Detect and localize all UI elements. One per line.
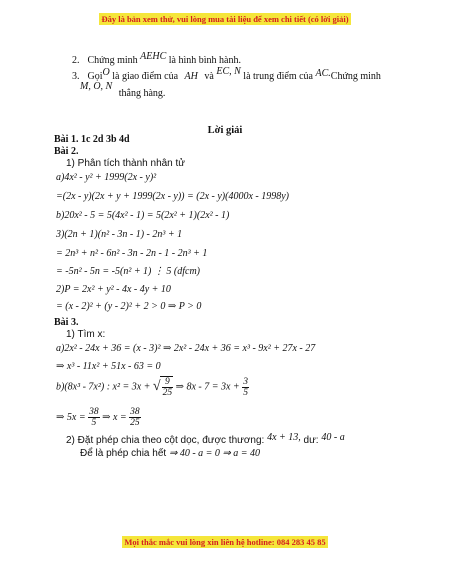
math-line-a2: =(2x - y)(2x + y + 1999(2x - y)) = (2x - y)(4000x - 1998y): [56, 191, 289, 202]
math-line-3b: = 2n³ + n² - 6n² - 3n - 2n - 1 - 2n³ + 1: [56, 248, 208, 259]
math-line-t4: ⇒ 5x = $\frac{38}{5}$ ⇒ x = $\frac{38}{25}$: [56, 407, 140, 428]
math-line-t2: ⇒ x³ - 11x² + 51x - 63 = 0: [56, 361, 161, 372]
problem-3-line-1: 3. GọiO là giao điểm của AH và EC, N là trung điểm của AC.Chứng minh: [72, 66, 381, 82]
math-line-3a: 3)(2n + 1)(n² - 3n - 1) - 2n³ + 1: [56, 229, 183, 240]
fraction-38-5: $\frac{38}{5}$: [89, 407, 99, 428]
bai2-heading: Bài 2.: [54, 146, 79, 157]
fraction-38-25: $\frac{38}{25}$: [130, 407, 140, 428]
bai3-step1: 1) Tìm x:: [66, 329, 106, 340]
math-line-2p2: = (x - 2)² + (y - 2)² + 2 > 0 ⇒ P > 0: [56, 301, 202, 312]
math-line-t1: a)2x² - 24x + 36 = (x - 3)² ⇒ 2x² - 24x + 36 = x³ - 9x² + 27x - 27: [56, 343, 316, 354]
math-line-t3: b)(8x³ - 7x²) : x² = 3x + √ $\frac{9}{25}$ ⇒ 8x - 7 = 3x + $\frac{3}{5}$: [56, 376, 248, 398]
problem-2: 2. Chứng minh AEHC là hình bình hành.: [72, 51, 241, 66]
hotline-footer: Mọi thắc mắc vui lòng xin liên hệ hotline: 084 283 45 85: [124, 537, 326, 547]
sqrt-expression: √ $\frac{9}{25}$: [152, 377, 173, 398]
bai3-step2-cont: Để là phép chia hết ⇒ 40 - a = 0 ⇒ a = 40: [80, 448, 261, 459]
math-line-3c: = -5n² - 5n = -5(n² + 1) ⋮ 5 (dfcm): [56, 266, 200, 277]
bai1-answers: Bài 1. 1c 2d 3b 4d: [54, 134, 130, 145]
bai2-step1: 1) Phân tích thành nhân tử: [66, 158, 185, 169]
preview-banner: Đây là bản xem thử, vui lòng mua tài liệu để xem chi tiết (có lời giải): [101, 14, 349, 24]
math-line-2p1: 2)P = 2x² + y² - 4x - 4y + 10: [56, 284, 171, 295]
solution-title: Lời giải: [207, 125, 243, 136]
math-line-b1: b)20x² - 5 = 5(4x² - 1) = 5(2x² + 1)(2x² - 1): [56, 210, 230, 221]
bai3-step2: 2) Đặt phép chia theo cột dọc, được thương: 4x + 13, dư: 40 - a: [66, 432, 345, 446]
problem-3-line-2: M, O, N thẳng hàng.: [80, 81, 166, 99]
fraction-3-5: $\frac{3}{5}$: [243, 376, 248, 398]
math-line-a1: a)4x² - y² + 1999(2x - y)²: [56, 172, 157, 183]
bai3-heading: Bài 3.: [54, 317, 79, 328]
